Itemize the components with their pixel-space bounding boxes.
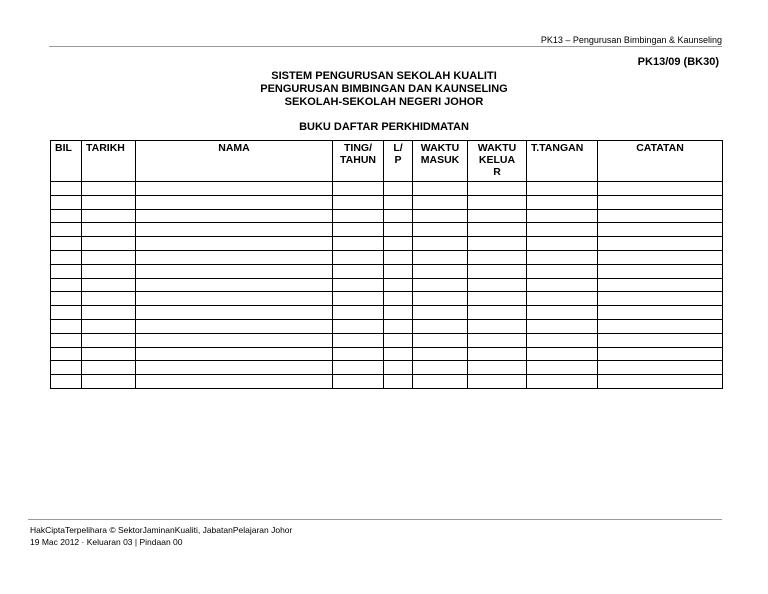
table-cell xyxy=(82,250,136,264)
table-cell xyxy=(598,264,723,278)
table-cell xyxy=(468,182,527,196)
column-header: L/ P xyxy=(384,141,413,182)
table-cell xyxy=(598,182,723,196)
table-cell xyxy=(51,209,82,223)
table-cell xyxy=(333,292,384,306)
table-cell xyxy=(413,250,468,264)
table-cell xyxy=(384,333,413,347)
table-cell xyxy=(527,264,598,278)
title-block xyxy=(0,70,768,134)
table-cell xyxy=(136,223,333,237)
table-cell xyxy=(468,361,527,375)
table-row xyxy=(51,347,723,361)
table-cell xyxy=(413,209,468,223)
table-cell xyxy=(136,264,333,278)
table-cell xyxy=(598,223,723,237)
table-row xyxy=(51,223,723,237)
table-row xyxy=(51,278,723,292)
column-header: TARIKH xyxy=(82,141,136,182)
table-cell xyxy=(413,182,468,196)
table-cell xyxy=(527,182,598,196)
table-cell xyxy=(468,195,527,209)
table-cell xyxy=(384,195,413,209)
table-cell xyxy=(333,223,384,237)
table-cell xyxy=(384,319,413,333)
table-cell xyxy=(51,306,82,320)
table-cell xyxy=(51,264,82,278)
table-cell xyxy=(51,182,82,196)
table-cell xyxy=(413,319,468,333)
table-row xyxy=(51,292,723,306)
table-cell xyxy=(82,306,136,320)
table-cell xyxy=(598,209,723,223)
table-cell xyxy=(527,333,598,347)
table-cell xyxy=(384,278,413,292)
table-cell xyxy=(598,333,723,347)
table-cell xyxy=(82,182,136,196)
table-cell xyxy=(51,333,82,347)
table-cell xyxy=(333,306,384,320)
table-row xyxy=(51,237,723,251)
table-row xyxy=(51,319,723,333)
table-cell xyxy=(384,223,413,237)
table-cell xyxy=(598,347,723,361)
service-register-table xyxy=(50,140,723,389)
copyright-notice: HakCiptaTerpelihara © SektorJaminanKualiti, JabatanPelajaran Johor xyxy=(30,525,293,535)
table-cell xyxy=(136,361,333,375)
table-cell xyxy=(82,361,136,375)
table-cell xyxy=(413,237,468,251)
table-cell xyxy=(384,250,413,264)
table-cell xyxy=(413,223,468,237)
table-cell xyxy=(468,209,527,223)
column-header: BIL xyxy=(51,141,82,182)
table-cell xyxy=(333,237,384,251)
table-row xyxy=(51,375,723,389)
form-title: BUKU DAFTAR PERKHIDMATAN xyxy=(299,121,469,133)
table-cell xyxy=(384,237,413,251)
table-cell xyxy=(413,306,468,320)
table-cell xyxy=(82,195,136,209)
table-cell xyxy=(82,223,136,237)
table-cell xyxy=(333,278,384,292)
table-cell xyxy=(82,347,136,361)
table-cell xyxy=(413,333,468,347)
table-cell xyxy=(384,182,413,196)
table-cell xyxy=(136,195,333,209)
table-cell xyxy=(468,223,527,237)
table-cell xyxy=(384,375,413,389)
table-cell xyxy=(82,237,136,251)
table-cell xyxy=(82,319,136,333)
table-cell xyxy=(598,319,723,333)
table-row xyxy=(51,250,723,264)
table-cell xyxy=(527,250,598,264)
table-cell xyxy=(413,195,468,209)
table-cell xyxy=(51,237,82,251)
table-cell xyxy=(468,278,527,292)
table-cell xyxy=(468,264,527,278)
table-cell xyxy=(51,250,82,264)
table-cell xyxy=(598,361,723,375)
table-cell xyxy=(333,347,384,361)
table-cell xyxy=(136,209,333,223)
table-cell xyxy=(82,264,136,278)
table-cell xyxy=(51,292,82,306)
table-cell xyxy=(82,333,136,347)
table-row xyxy=(51,306,723,320)
table-cell xyxy=(333,264,384,278)
table-cell xyxy=(136,292,333,306)
revision-info: 19 Mac 2012 · Keluaran 03 | Pindaan 00 xyxy=(30,537,183,547)
table-cell xyxy=(598,292,723,306)
table-cell xyxy=(384,361,413,375)
table-cell xyxy=(413,375,468,389)
table-cell xyxy=(384,347,413,361)
column-header: WAKTU KELUA R xyxy=(468,141,527,182)
column-header: NAMA xyxy=(136,141,333,182)
table-row xyxy=(51,361,723,375)
table-cell xyxy=(598,375,723,389)
table-row xyxy=(51,264,723,278)
table-cell xyxy=(136,278,333,292)
table-cell xyxy=(527,306,598,320)
table-cell xyxy=(527,237,598,251)
header-divider xyxy=(49,46,722,47)
table-cell xyxy=(136,347,333,361)
table-cell xyxy=(82,375,136,389)
table-cell xyxy=(333,195,384,209)
table-cell xyxy=(527,319,598,333)
table-cell xyxy=(413,264,468,278)
table-cell xyxy=(413,361,468,375)
table-cell xyxy=(333,319,384,333)
running-title: PK13 – Pengurusan Bimbingan & Kaunseling xyxy=(540,35,722,45)
table-body xyxy=(51,182,723,389)
table-cell xyxy=(468,333,527,347)
column-header: CATATAN xyxy=(598,141,723,182)
table-cell xyxy=(413,292,468,306)
table-cell xyxy=(468,319,527,333)
table-cell xyxy=(598,306,723,320)
table-cell xyxy=(51,319,82,333)
table-row xyxy=(51,182,723,196)
table-cell xyxy=(468,347,527,361)
table-cell xyxy=(136,306,333,320)
table-cell xyxy=(82,292,136,306)
table-cell xyxy=(598,278,723,292)
table-cell xyxy=(333,250,384,264)
table-cell xyxy=(527,278,598,292)
table-cell xyxy=(333,209,384,223)
table-cell xyxy=(527,347,598,361)
column-header: T.TANGAN xyxy=(527,141,598,182)
title-line-1: SISTEM PENGURUSAN SEKOLAH KUALITI xyxy=(271,70,497,82)
table-cell xyxy=(468,237,527,251)
title-line-3: SEKOLAH-SEKOLAH NEGERI JOHOR xyxy=(284,96,484,108)
table-cell xyxy=(468,306,527,320)
table-cell xyxy=(384,264,413,278)
column-header: WAKTU MASUK xyxy=(413,141,468,182)
column-header: TING/ TAHUN xyxy=(333,141,384,182)
table-cell xyxy=(527,375,598,389)
table-cell xyxy=(82,209,136,223)
table-cell xyxy=(51,278,82,292)
table-cell xyxy=(384,209,413,223)
table-row xyxy=(51,333,723,347)
table-cell xyxy=(51,223,82,237)
table-cell xyxy=(333,375,384,389)
table-cell xyxy=(333,361,384,375)
table-cell xyxy=(136,319,333,333)
header-row xyxy=(51,141,723,182)
table-cell xyxy=(598,250,723,264)
table-cell xyxy=(333,333,384,347)
footer-divider xyxy=(28,519,722,520)
table-cell xyxy=(51,361,82,375)
table-cell xyxy=(136,375,333,389)
table-cell xyxy=(82,278,136,292)
table-cell xyxy=(136,250,333,264)
table-cell xyxy=(527,361,598,375)
table-cell xyxy=(51,375,82,389)
table-cell xyxy=(527,223,598,237)
table-cell xyxy=(527,209,598,223)
form-code: PK13/09 (BK30) xyxy=(637,56,719,68)
table-cell xyxy=(527,195,598,209)
table-cell xyxy=(413,347,468,361)
table-row xyxy=(51,195,723,209)
footer xyxy=(30,524,292,548)
table-cell xyxy=(333,182,384,196)
table-cell xyxy=(136,237,333,251)
table-cell xyxy=(468,250,527,264)
table-cell xyxy=(51,347,82,361)
table-cell xyxy=(51,195,82,209)
table-cell xyxy=(598,195,723,209)
table-cell xyxy=(136,182,333,196)
table-cell xyxy=(527,292,598,306)
table-cell xyxy=(468,292,527,306)
table-cell xyxy=(136,333,333,347)
table-cell xyxy=(384,292,413,306)
table-cell xyxy=(468,375,527,389)
table-cell xyxy=(598,237,723,251)
title-line-2: PENGURUSAN BIMBINGAN DAN KAUNSELING xyxy=(260,83,508,95)
table-cell xyxy=(384,306,413,320)
table-cell xyxy=(413,278,468,292)
table-row xyxy=(51,209,723,223)
